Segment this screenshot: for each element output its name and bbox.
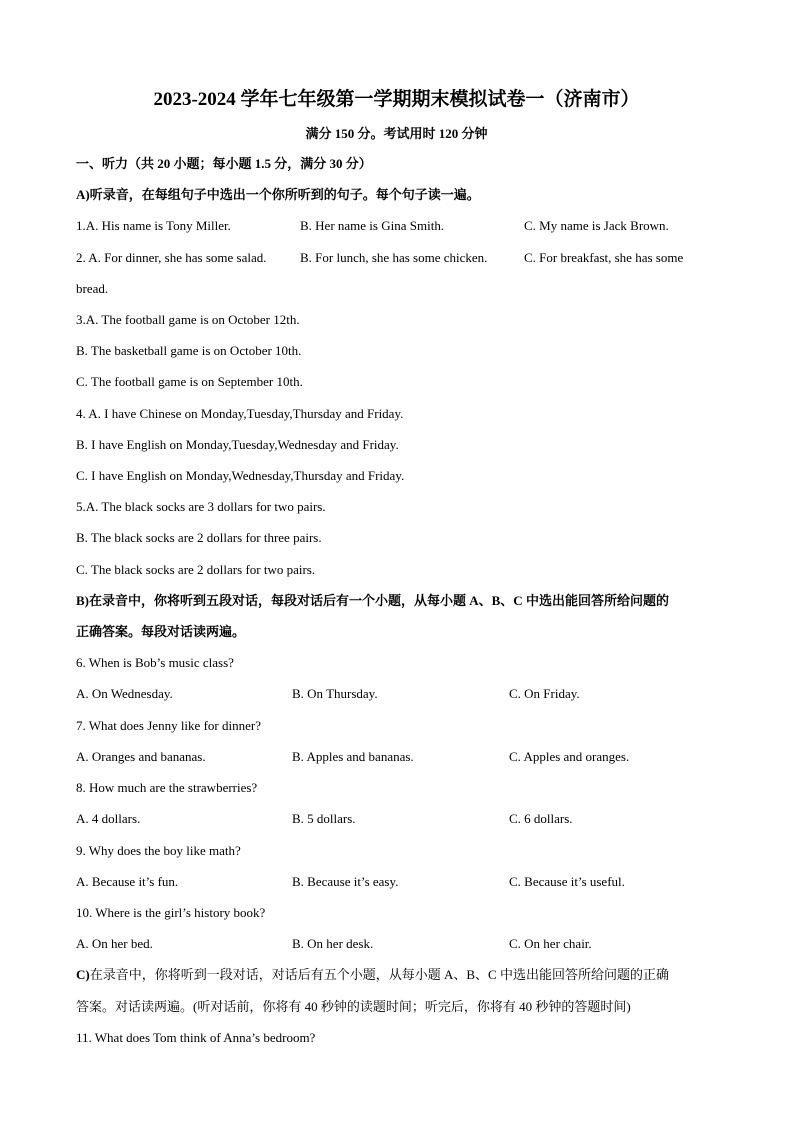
q8-question: 8. How much are the strawberries? xyxy=(76,780,258,795)
q8-option-a: A. 4 dollars. xyxy=(76,811,141,826)
q6-question: 6. When is Bob’s music class? xyxy=(76,655,234,670)
q1-option-c: C. My name is Jack Brown. xyxy=(524,218,669,233)
q7-question: 7. What does Jenny like for dinner? xyxy=(76,718,261,733)
q3-option-b: B. The basketball game is on October 10th. xyxy=(76,343,302,358)
part-c-label: C) xyxy=(76,967,90,982)
page-subtitle: 满分 150 分。考试用时 120 分钟 xyxy=(305,126,488,141)
q9-option-c: C. Because it’s useful. xyxy=(509,874,625,889)
part-c-instruction-line2: 答案。对话读两遍。(听对话前，你将有 40 秒钟的读题时间；听完后，你将有 40 秒钟的答题时间) xyxy=(76,999,631,1014)
q10-question: 10. Where is the girl’s history book? xyxy=(76,905,266,920)
q7-option-c: C. Apples and oranges. xyxy=(509,749,630,764)
q4-option-b: B. I have English on Monday,Tuesday,Wednesday and Friday. xyxy=(76,437,399,452)
q8-option-c: C. 6 dollars. xyxy=(509,811,573,826)
q5-option-b: B. The black socks are 2 dollars for three pairs. xyxy=(76,530,322,545)
part-a-instruction: A)听录音，在每组句子中选出一个你所听到的句子。每个句子读一遍。 xyxy=(76,187,480,202)
q5-option-a: 5.A. The black socks are 3 dollars for two pairs. xyxy=(76,499,326,514)
q10-option-b: B. On her desk. xyxy=(292,936,374,951)
page-title: 2023-2024 学年七年级第一学期期末模拟试卷一（济南市） xyxy=(153,89,640,110)
q9-option-b: B. Because it’s easy. xyxy=(292,874,399,889)
q2-option-a: 2. A. For dinner, she has some salad. xyxy=(76,250,267,265)
q7-option-b: B. Apples and bananas. xyxy=(292,749,414,764)
section-heading: 一、听力（共 20 小题；每小题 1.5 分，满分 30 分） xyxy=(76,156,372,171)
q8-option-b: B. 5 dollars. xyxy=(292,811,356,826)
part-c-instruction-text: 在录音中，你将听到一段对话，对话后有五个小题，从每小题 A、B、C 中选出能回答所给问题的正确 xyxy=(89,967,669,982)
q6-option-a: A. On Wednesday. xyxy=(76,686,173,701)
q1-option-b: B. Her name is Gina Smith. xyxy=(300,218,445,233)
q1-option-a: 1.A. His name is Tony Miller. xyxy=(76,218,231,233)
part-b-instruction-line1: B)在录音中，你将听到五段对话，每段对话后有一个小题，从每小题 A、B、C 中选出能回答所给问题的 xyxy=(76,593,669,608)
q2-option-c: C. For breakfast, she has some xyxy=(524,250,684,265)
q10-option-c: C. On her chair. xyxy=(509,936,592,951)
q6-option-b: B. On Thursday. xyxy=(292,686,378,701)
q9-question: 9. Why does the boy like math? xyxy=(76,843,241,858)
q2-option-b: B. For lunch, she has some chicken. xyxy=(300,250,488,265)
q3-option-c: C. The football game is on September 10th. xyxy=(76,374,303,389)
q4-option-a: 4. A. I have Chinese on Monday,Tuesday,Thursday and Friday. xyxy=(76,406,404,421)
q6-option-c: C. On Friday. xyxy=(509,686,580,701)
part-b-instruction-line2: 正确答案。每段对话读两遍。 xyxy=(76,624,246,639)
part-c-instruction-line1 xyxy=(76,966,669,984)
q7-option-a: A. Oranges and bananas. xyxy=(76,749,206,764)
q9-option-a: A. Because it’s fun. xyxy=(76,874,179,889)
q5-option-c: C. The black socks are 2 dollars for two pairs. xyxy=(76,562,316,577)
q4-option-c: C. I have English on Monday,Wednesday,Thursday and Friday. xyxy=(76,468,405,483)
q11-question: 11. What does Tom think of Anna’s bedroom? xyxy=(76,1030,316,1045)
q10-option-a: A. On her bed. xyxy=(76,936,153,951)
q2-option-c-continued: bread. xyxy=(76,281,109,296)
q3-option-a: 3.A. The football game is on October 12th. xyxy=(76,312,300,327)
